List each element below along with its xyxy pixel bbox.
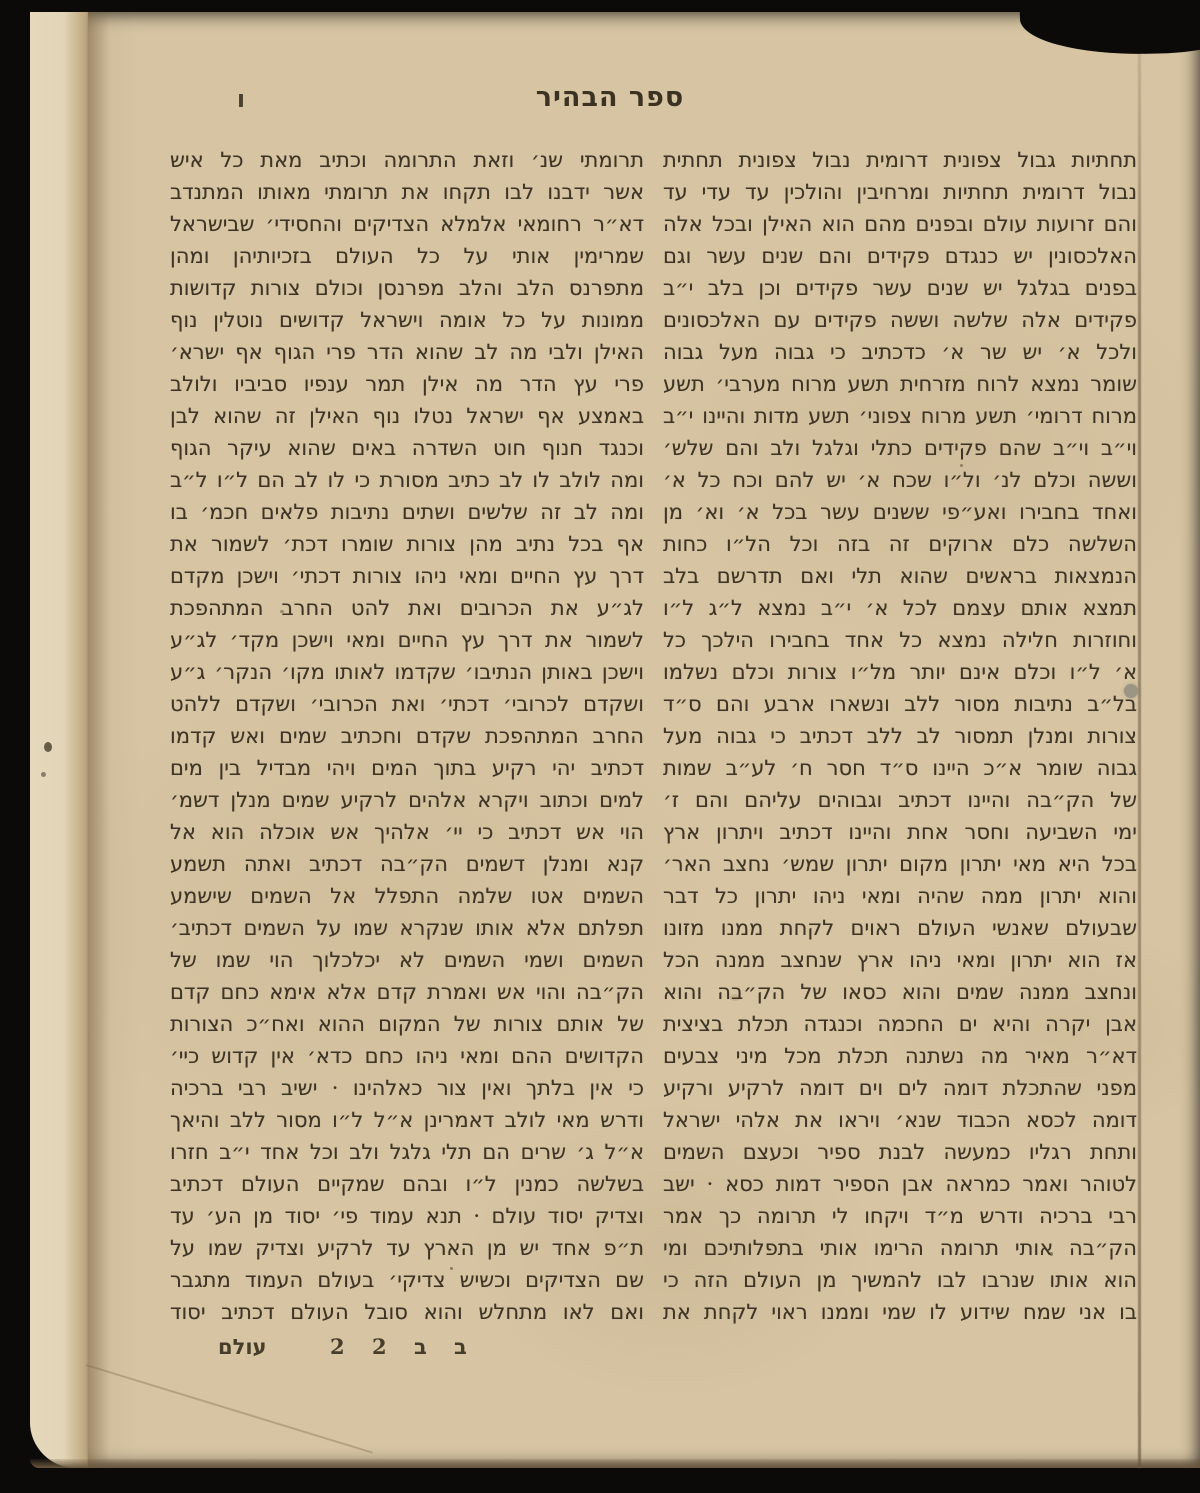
text-line: אבן יקרה והיא ים החכמה וכנגדה תכלת בציצית bbox=[663, 1012, 1137, 1036]
text-line: אז הוא יתרון ומאי ניהו ארץ שנחצב ממנה הכל bbox=[663, 948, 1137, 972]
text-line: מתפרנס הלב והלב מפרנסן וכולם צורות קדושות bbox=[170, 276, 644, 300]
torn-top-edge bbox=[1019, 0, 1200, 56]
text-line: ונחצב ממנה שמים והוא כסאו של הק״בה והוא bbox=[663, 980, 1137, 1004]
text-line: ותחת רגליו כמעשה לבנת ספיר וכעצם השמים bbox=[663, 1140, 1137, 1164]
text-line: ת״פ אחד יש מן הארץ עד לרקיע וצדיק שמו על bbox=[170, 1236, 644, 1260]
text-line: ודרש מאי לולב דאמרינן א״ל ל״ו מסור ללב והיאך bbox=[170, 1108, 644, 1132]
text-line: בל״ב נתיבות מסור ללב ונשארו ארבע והם ס״ד bbox=[663, 692, 1137, 716]
text-line: בשלשה כמנין ל״ו ובהם שמקיים העולם דכתיב bbox=[170, 1172, 644, 1196]
stain bbox=[41, 772, 46, 777]
text-line: השמים אטו שלמה התפלל אל השמים שישמע bbox=[170, 884, 644, 908]
text-line: דרך עץ החיים ומאי ניהו צורות דכתי׳ וישכן מקדם bbox=[170, 564, 644, 588]
text-line: השלשה כלם ארוקים זה בזה וכל הל״ו כחות bbox=[663, 532, 1137, 556]
text-line: ואחד בחבירו ואע״פי ששנים עשר בכל א׳ וא׳ מן bbox=[663, 500, 1137, 524]
text-line: למים וכתוב ויקרא אלהים לרקיע שמים מנלן דשמ׳ bbox=[170, 788, 644, 812]
text-line: הק״בה אותי תרומה הרימו אותי בתפלותיכם ומי bbox=[663, 1236, 1137, 1260]
text-line: צורות ומנלן תמסור לב ללב דכתיב כי גבוה מעל bbox=[663, 724, 1137, 748]
page-footer bbox=[30, 1334, 670, 1374]
text-line: אף בכל נתיב מהן צורות שומרו דכת׳ לשמור את bbox=[170, 532, 644, 556]
stain bbox=[44, 742, 52, 752]
text-line: וששה וכלם לנ׳ ול״ו שכח א׳ יש להם וכח כל א׳ bbox=[663, 468, 1137, 492]
text-line: פקידים אלה שלשה וששה פקידים עם האלכסונים bbox=[663, 308, 1137, 332]
text-line: א״ל ג׳ שרים הם תלי גלגל ולב וכל אחד י״ב חזרו bbox=[170, 1140, 644, 1164]
text-line: תחתיות גבול צפונית דרומית נבול צפונית תחתית bbox=[663, 148, 1137, 172]
text-line: ואם לאו מתחלש והוא סובל העולם דכתיב יסוד bbox=[170, 1300, 644, 1324]
fold-line bbox=[1138, 42, 1141, 1468]
book-page bbox=[30, 12, 1200, 1468]
bottom-edge bbox=[30, 1459, 1200, 1468]
text-line: אשר ידבנו לבו תקחו את תרומתי מאותו המתנדב bbox=[170, 180, 644, 204]
text-line: קנא ומנלן דשמים הק״בה דכתיב ואתה תשמע bbox=[170, 852, 644, 876]
text-line: שומר נמצא לרוח מזרחית תשע מרוח מערבי׳ תשע bbox=[663, 372, 1137, 396]
text-line: נבול דרומית תחתיות ומרחיבין והולכין עד עדי עד bbox=[663, 180, 1137, 204]
folio-number: ו bbox=[236, 84, 246, 113]
text-line: וישכן באותן הנתיבו׳ שקדמו לאותו מקו׳ הנקר׳ ג״ע bbox=[170, 660, 644, 684]
text-line: בו אני שמח שידוע לו שמי וממנו ראוי לקחת את bbox=[663, 1300, 1137, 1324]
corner-crease bbox=[85, 1364, 372, 1454]
text-line: והם זרועות עולם ובפנים מהם הוא האילן ובכל אלה bbox=[663, 212, 1137, 236]
text-line: א׳ ל״ו וכלם אינם יותר מל״ו צורות וכלם נשלמו bbox=[663, 660, 1137, 684]
text-line: רבי ברכיה ודרש מ״ד ויקחו לי תרומה כך אמר bbox=[663, 1204, 1137, 1228]
text-line: באמצע אף ישראל נטלו נוף האילן זה שהוא לבן bbox=[170, 404, 644, 428]
text-line: ממונות על כל אומה וישראל קדושים נוטלין נוף bbox=[170, 308, 644, 332]
text-line: לג״ע את הכרובים ואת להט החרב המתהפכת bbox=[170, 596, 644, 620]
gutter-shadow bbox=[88, 12, 110, 1468]
text-line: בפנים בגלגל יש שנים עשר פקידים וכן בלב י״ב bbox=[663, 276, 1137, 300]
page-edge-strip bbox=[30, 12, 88, 1468]
text-line: דא״ר רחומאי אלמלא הצדיקים והחסידי׳ שבישראל bbox=[170, 212, 644, 236]
text-line: דכתיב יהי רקיע בתוך המים ויהי מבדיל בין מים bbox=[170, 756, 644, 780]
text-line: הק״בה והוי אש ואמרת קדם אלא אימא כחם קדם bbox=[170, 980, 644, 1004]
text-line: שם הצדיקים וכשיש צדיקי׳ בעולם העמוד מתגבר bbox=[170, 1268, 644, 1292]
text-line: פרי עץ הדר מה אילן תמר ענפיו סביביו ולולב bbox=[170, 372, 644, 396]
text-line: וצדיק יסוד עולם · תנא עמוד פי׳ יסוד מן הע׳ עד bbox=[170, 1204, 644, 1228]
signature-mark: ב bbox=[454, 1334, 467, 1359]
text-line: שבעולם שאנשי העולם ראוים לקחת ממנו מזונו bbox=[663, 916, 1137, 940]
text-line: והוא יתרון ממה שהיה ומאי ניהו יתרון כל דבר bbox=[663, 884, 1137, 908]
text-column-right bbox=[663, 144, 1137, 1334]
text-line: וי״ב וי״ב שהם פקידים כתלי וגלגל ולב והם שלש׳ bbox=[663, 436, 1137, 460]
text-line: ימי השביעה וחסר אחת והיינו דכתיב ויתרון ארץ bbox=[663, 820, 1137, 844]
text-line: ושקדם לכרובי׳ דכתי׳ ואת הכרובי׳ ושקדם ללהט bbox=[170, 692, 644, 716]
text-line: ולכל א׳ יש שר א׳ כדכתיב כי גבוה מעל גבוה bbox=[663, 340, 1137, 364]
text-line: בכל היא מאי יתרון מקום יתרון שמש׳ נחצב האר׳ bbox=[663, 852, 1137, 876]
text-line: תרומתי שנ׳ וזאת התרומה וכתיב מאת כל איש bbox=[170, 148, 644, 172]
text-line: מפני שהתכלת דומה לים וים דומה לרקיע ורקיע bbox=[663, 1076, 1137, 1100]
text-column-left bbox=[170, 144, 644, 1334]
text-line: תפלתם אלא אותו שנקרא שמו על השמים דכתיב׳ bbox=[170, 916, 644, 940]
signature-mark: 2 bbox=[330, 1334, 345, 1359]
text-line: וחוזרות חלילה נמצא כל אחד בחבירו הילכך כל bbox=[663, 628, 1137, 652]
text-line: החרב המתהפכת שקדם וחכתיב שמים ואש קדמו bbox=[170, 724, 644, 748]
text-line: ומה לולב לו לב כתיב מסורת כי לו לב הם ל״ו ל״ב bbox=[170, 468, 644, 492]
text-line: דומה לכסא הכבוד שנא׳ ויראו את אלהי ישראל bbox=[663, 1108, 1137, 1132]
text-line: לשמור את דרך עץ החיים ומאי וישכן מקד׳ לג״ע bbox=[170, 628, 644, 652]
text-line: מרוח דרומי׳ תשע מרוח צפוני׳ תשע מדות והיינו י״ב bbox=[663, 404, 1137, 428]
signature-mark: 2 bbox=[372, 1334, 387, 1359]
text-line: תמצא אותם עצמם לכל א׳ י״ב נמצא ל״ג ל״ו bbox=[663, 596, 1137, 620]
text-line: כי אין בלתך ואין צור כאלהינו · ישיב רבי ברכיה bbox=[170, 1076, 644, 1100]
text-line: האילן ולבי מה לב שהוא הדר פרי הגוף אף ישרא׳ bbox=[170, 340, 644, 364]
catchword: עולם bbox=[218, 1334, 267, 1359]
text-line: ומה לב זה שלשים ושתים נתיבות פלאים חכמ׳ בו bbox=[170, 500, 644, 524]
text-line: וכנגד חנוף חוט השדרה באים שהוא עיקר הגוף bbox=[170, 436, 644, 460]
text-line: דא״ר מאיר מה נשתנה תכלת מכל מיני צבעים bbox=[663, 1044, 1137, 1068]
text-line: הוא אותו שנרבו לבו להמשיך מן העולם הזה כי bbox=[663, 1268, 1137, 1292]
text-line: גבוה שומר א״כ היינו ס״ד חסר ח׳ לע״ב שמות bbox=[663, 756, 1137, 780]
text-line: לטוהר ואמר כמראה אבן הספיר דמות כסא · ישב bbox=[663, 1172, 1137, 1196]
text-line: הנמצאות בראשים שהוא תלי ואם תדרשם בלב bbox=[663, 564, 1137, 588]
page-title: ספר הבהיר bbox=[535, 82, 685, 113]
text-line: הקדושים ההם ומאי ניהו כחם כדא׳ אין קדוש כיי׳ bbox=[170, 1044, 644, 1068]
text-line: הוי אש דכתיב כי יי׳ אלהיך אש אוכלה הוא אל bbox=[170, 820, 644, 844]
signature-mark: ב bbox=[414, 1334, 427, 1359]
text-line: של הק״בה והיינו דכתיב וגבוהים עליהם והם ז׳ bbox=[663, 788, 1137, 812]
text-line: השמים ושמי השמים לא יכלכלוך הוי שמו של bbox=[170, 948, 644, 972]
text-line: שמרימין אותי על כל העולם בזכיותיהן ומהן bbox=[170, 244, 644, 268]
text-line: האלכסונין יש כנגדם פקידים והם שנים עשר וגם bbox=[663, 244, 1137, 268]
text-line: של אותם צורות של המקום ההוא ואח״כ הצורות bbox=[170, 1012, 644, 1036]
